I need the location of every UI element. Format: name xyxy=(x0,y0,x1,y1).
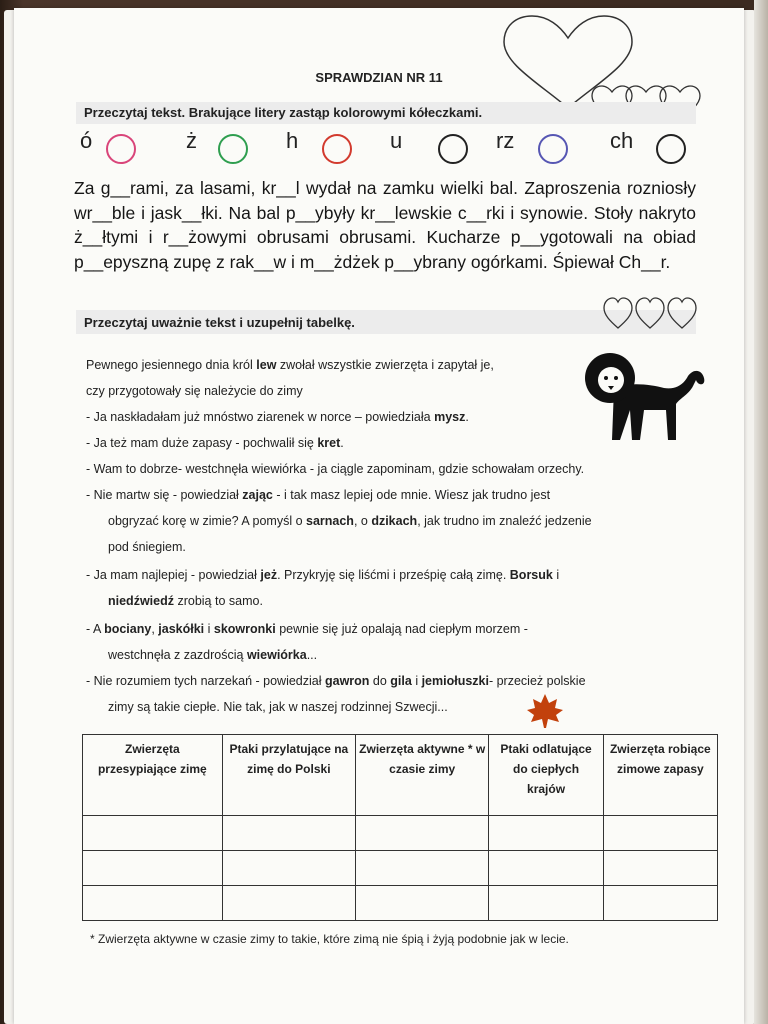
letter-color-key xyxy=(76,128,706,172)
color-circle xyxy=(538,134,568,164)
key-letter: rz xyxy=(496,128,515,153)
story-line: - Wam to dobrze- westchnęła wiewiórka - ja ciągle zapominam, gdzie schowałam orzechy. xyxy=(86,462,585,476)
story-line: - Nie martw się - powiedział zając - i tak masz lepiej ode mnie. Wiesz jak trudno jest xyxy=(86,488,551,502)
story-line: Pewnego jesiennego dnia król lew zwołał wszystkie zwierzęta i zapytał je, xyxy=(86,358,494,372)
story-line: czy przygotowały się należycie do zimy xyxy=(86,384,303,398)
worksheet-page xyxy=(14,8,744,1024)
table-row xyxy=(83,886,718,921)
answer-cell[interactable] xyxy=(222,886,355,921)
small-heart-icon xyxy=(668,298,696,328)
answer-cell[interactable] xyxy=(356,816,489,851)
instruction-1: Przeczytaj tekst. Brakujące litery zastąp kolorowymi kółeczkami. xyxy=(84,105,483,120)
story-line: westchnęła z zazdrością wiewiórka... xyxy=(108,648,318,662)
answer-cell[interactable] xyxy=(603,816,717,851)
big-heart-icon xyxy=(504,16,632,108)
color-circle xyxy=(322,134,352,164)
answer-cell[interactable] xyxy=(489,816,603,851)
key-letter: ó xyxy=(80,128,93,153)
table-header-cell: Zwierzęta aktywne * w czasie zimy xyxy=(356,735,489,816)
story-line: - Ja też mam duże zapasy - pochwalił się kret. xyxy=(86,436,344,450)
answer-cell[interactable] xyxy=(356,886,489,921)
worksheet-title: SPRAWDZIAN NR 11 xyxy=(315,70,443,85)
story-line: pod śniegiem. xyxy=(108,540,186,554)
key-letter: u xyxy=(390,128,403,153)
answer-cell[interactable] xyxy=(603,886,717,921)
story-line: - Nie rozumiem tych narzekań - powiedział gawron do gila i jemiołuszki- przecież polskie xyxy=(86,674,586,688)
small-heart-icon xyxy=(636,298,664,328)
instruction-2: Przeczytaj uważnie tekst i uzupełnij tabelkę. xyxy=(84,315,355,330)
table-header-cell: Zwierzęta robiące zimowe zapasy xyxy=(603,735,717,816)
answer-cell[interactable] xyxy=(222,816,355,851)
color-circle xyxy=(438,134,468,164)
table-header-row xyxy=(83,735,718,816)
table-header-cell: Zwierzęta przesypiające zimę xyxy=(83,735,223,816)
table-header-cell: Ptaki odlatujące do ciepłych krajów xyxy=(489,735,603,816)
answer-cell[interactable] xyxy=(489,886,603,921)
key-letter: ch xyxy=(610,128,634,153)
story-line: - A bociany, jaskółki i skowronki pewnie się już opalają nad ciepłym morzem - xyxy=(86,622,528,636)
story-line: niedźwiedź zrobią to samo. xyxy=(108,594,263,608)
answer-cell[interactable] xyxy=(83,886,223,921)
key-letter: h xyxy=(286,128,299,153)
maple-leaf-icon xyxy=(526,692,564,730)
color-circle xyxy=(106,134,136,164)
story-line: obgryzać korę w zimie? A pomyśl o sarnach, o dzikach, jak trudno im znaleźć jedzenie xyxy=(108,514,592,528)
footnote: * Zwierzęta aktywne w czasie zimy to takie, które zimą nie śpią i żyją podobnie jak w lecie. xyxy=(90,932,569,946)
answer-cell[interactable] xyxy=(83,851,223,886)
story-line: - Ja naskładałam już mnóstwo ziarenek w norce – powiedziała mysz. xyxy=(86,410,469,424)
small-heart-icon xyxy=(604,298,632,328)
answer-cell[interactable] xyxy=(489,851,603,886)
color-circle xyxy=(656,134,686,164)
table-row xyxy=(83,851,718,886)
story-line: - Ja mam najlepiej - powiedział jeż. Przykryję się liśćmi i prześpię całą zimę. Borsuk i xyxy=(86,568,560,582)
answer-cell[interactable] xyxy=(603,851,717,886)
page-edge xyxy=(754,0,768,1024)
answer-cell[interactable] xyxy=(356,851,489,886)
answer-cell[interactable] xyxy=(222,851,355,886)
answer-table xyxy=(82,734,718,921)
table-row xyxy=(83,816,718,851)
color-circle xyxy=(218,134,248,164)
gap-fill-passage: Za g__rami, za lasami, kr__l wydał na zamku wielki bal. Zaproszenia rozniosły wr__ble i jask__łki. Na bal p__ybyły kr__lewskie c__rki i synowie. Stoły nakryto ż__łtymi i r__żowymi obrusami obrusami. Kucharze p__ygotowali na obiad p__epyszną zupę z rak__w i m__żdżek p__ybrany ogórkami. Śpiewał Ch__r. xyxy=(74,178,696,272)
lion-icon xyxy=(584,348,710,446)
hearts-middle xyxy=(602,294,698,330)
answer-cell[interactable] xyxy=(83,816,223,851)
table-header-cell: Ptaki przylatujące na zimę do Polski xyxy=(222,735,355,816)
story-line: zimy są takie ciepłe. Nie tak, jak w naszej rodzinnej Szwecji... xyxy=(108,700,448,714)
key-letter: ż xyxy=(186,128,197,153)
